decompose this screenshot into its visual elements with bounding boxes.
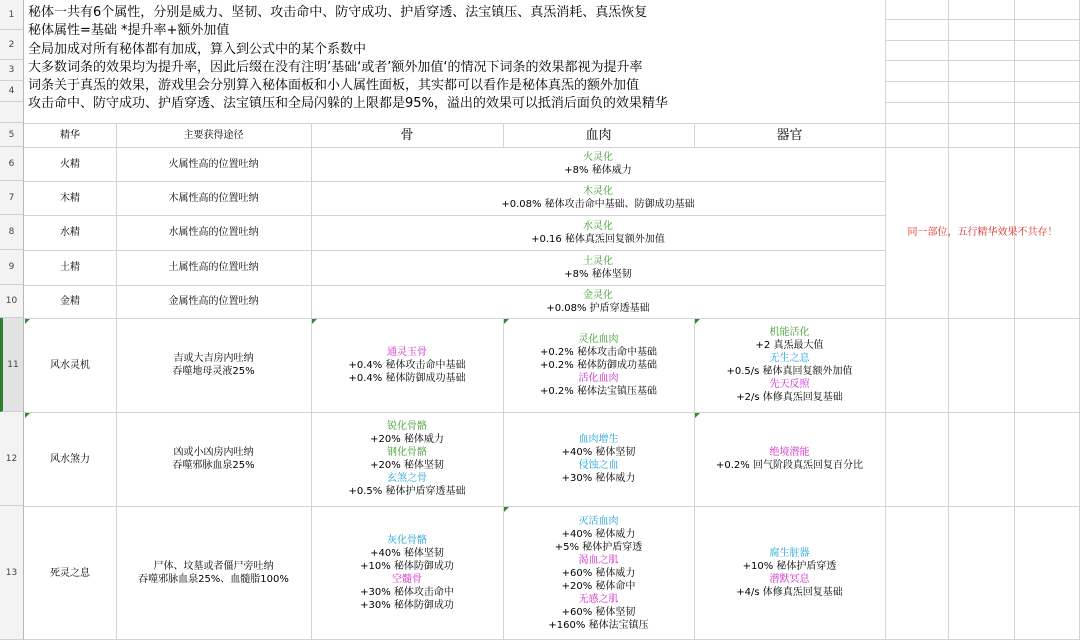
effect-title: 灵化血肉 — [578, 333, 619, 345]
effect-title: 无生之息 — [769, 353, 810, 364]
effect-title: 渴血之肌 — [578, 554, 619, 566]
element-effect — [311, 181, 885, 215]
effect-title: 绝境潜能 — [769, 447, 810, 458]
effect-desc: +4/s 体修真炁回复基础 — [736, 587, 843, 598]
effect-desc: +5% 秘体护盾穿透 — [554, 541, 643, 553]
note-line: 全局加成对所有秘体都有加成，算入到公式中的某个系数中 — [28, 42, 367, 57]
gridline — [1014, 0, 1015, 640]
row-header[interactable]: 3 — [0, 60, 24, 81]
flesh-effects — [503, 412, 694, 506]
effect-title: 水灵化 — [583, 220, 613, 232]
effect-desc: +0.2% 秘体法宝镇压基础 — [540, 385, 657, 397]
note-line: 大多数词条的效果均为提升率，因此后缀在没有注明’基础‘或者’额外加值‘的情况下词条的效果都视为提升率 — [28, 60, 643, 75]
source-text — [116, 318, 311, 412]
comment-indicator[interactable] — [504, 507, 509, 512]
effect-title: 木灵化 — [583, 186, 613, 197]
essence-name: 木精 — [60, 192, 80, 204]
effect-desc: +0.5% 秘体护盾穿透基础 — [348, 486, 466, 497]
comment-indicator[interactable] — [25, 319, 30, 324]
flesh-effects — [503, 318, 694, 412]
essence-name: 风水煞力 — [50, 453, 90, 465]
effect-desc: +20% 秘体命中 — [561, 580, 636, 592]
effect-title: 金灵化 — [583, 289, 613, 301]
effect-desc: +60% 秘体坚韧 — [561, 606, 636, 618]
comment-indicator[interactable] — [695, 413, 700, 418]
effect-desc: +0.5/s 秘体真回复额外加值 — [726, 366, 853, 377]
effect-desc: +30% 秘体攻击命中 — [360, 587, 454, 598]
row-header[interactable] — [0, 102, 24, 123]
effect-desc: +0.08% 护盾穿透基础 — [546, 302, 650, 314]
row-header[interactable]: 1 — [0, 0, 24, 30]
gridline — [885, 60, 1080, 61]
row-header[interactable]: 6 — [0, 147, 24, 181]
effect-desc: +0.08% 秘体攻击命中基础、防御成功基础 — [501, 199, 695, 210]
effect-desc: +0.2% 回气阶段真炁回复百分比 — [716, 460, 863, 471]
effect-title: 土灵化 — [583, 255, 613, 267]
organ-effects — [694, 506, 885, 640]
gridline — [885, 0, 886, 123]
source-text — [116, 506, 311, 640]
gridline — [885, 81, 1080, 82]
effect-desc: +60% 秘体威力 — [561, 567, 636, 579]
essence-name: 火精 — [60, 158, 80, 170]
gridline — [885, 102, 1080, 103]
row-header[interactable]: 8 — [0, 215, 24, 250]
source-line: 吉或大吉房内吐纳 — [173, 353, 254, 364]
source-text: 土属性高的位置吐纳 — [168, 262, 259, 273]
source-line: 吞噬邪脉血泉25% — [172, 460, 255, 471]
effect-desc: +40% 秘体坚韧 — [561, 447, 636, 458]
gridline — [948, 0, 949, 640]
essence-name: 水精 — [60, 227, 80, 238]
element-effect — [311, 215, 885, 250]
essence-name: 土精 — [60, 262, 80, 273]
comment-indicator[interactable] — [25, 413, 30, 418]
effect-desc: +30% 秘体防御成功 — [360, 600, 454, 611]
source-text: 火属性高的位置吐纳 — [168, 158, 259, 170]
note-line: 词条关于真炁的效果，游戏里会分别算入秘体面板和小人属性面板，其实都可以看作是秘体真炁的额外加值 — [28, 78, 640, 93]
effect-title: 机能活化 — [769, 327, 810, 338]
source-line: 尸体、坟墓或者僵尸旁吐纳 — [153, 561, 274, 572]
row-header[interactable]: 10 — [0, 285, 24, 318]
element-effect — [311, 147, 885, 181]
effect-desc: +30% 秘体威力 — [561, 473, 636, 484]
effect-title: 通灵玉骨 — [387, 346, 427, 358]
source-text: 木属性高的位置吐纳 — [168, 192, 259, 204]
header-organ: 器官 — [776, 127, 803, 143]
header-bone: 骨 — [400, 127, 414, 143]
side-note: 同一部位，五行精华效果不共存！ — [907, 227, 1058, 238]
gridline — [885, 19, 1080, 20]
bone-effects — [311, 412, 503, 506]
effect-title: 先天反照 — [769, 379, 810, 390]
effect-desc: +40% 秘体威力 — [561, 528, 636, 540]
note-line: 秘体属性=基础 *提升率+额外加值 — [28, 23, 230, 38]
effect-desc: +10% 秘体护盾穿透 — [742, 561, 837, 572]
row-header[interactable]: 4 — [0, 81, 24, 102]
effect-desc: +8% 秘体威力 — [564, 165, 632, 176]
effect-title: 无感之肌 — [578, 593, 619, 605]
source-line: 吞噬地母灵液25% — [172, 366, 255, 377]
row-header[interactable]: 13 — [0, 506, 24, 640]
bone-effects — [311, 318, 503, 412]
comment-indicator[interactable] — [504, 319, 509, 324]
header-source: 主要获得途径 — [183, 129, 244, 141]
row-header[interactable]: 12 — [0, 412, 24, 506]
essence-name: 死灵之息 — [50, 567, 90, 579]
effect-desc: +20% 秘体威力 — [370, 434, 444, 445]
row-header[interactable]: 5 — [0, 123, 24, 147]
flesh-effects — [503, 506, 694, 640]
effect-title: 空髓骨 — [392, 574, 422, 585]
effect-desc: +10% 秘体防御成功 — [360, 561, 454, 572]
effect-title: 腐生脏器 — [769, 548, 810, 559]
organ-effects — [694, 318, 885, 412]
gridline — [885, 40, 1080, 41]
row-header[interactable]: 7 — [0, 181, 24, 215]
header-flesh: 血肉 — [585, 127, 612, 143]
comment-indicator[interactable] — [695, 319, 700, 324]
effect-title: 侵蚀之血 — [578, 460, 619, 471]
source-text: 水属性高的位置吐纳 — [168, 227, 259, 238]
effect-title: 潜默冥息 — [769, 574, 810, 585]
effect-desc: +2 真炁最大值 — [755, 340, 824, 351]
source-line: 吞噬邪脉血泉25%、血髓脂100% — [138, 574, 289, 585]
effect-desc: +40% 秘体坚韧 — [370, 548, 444, 559]
effect-desc: +0.16 秘体真炁回复额外加值 — [531, 233, 665, 245]
source-text: 金属性高的位置吐纳 — [168, 296, 259, 307]
effect-desc: +160% 秘体法宝镇压 — [548, 619, 649, 631]
source-text — [116, 412, 311, 506]
bone-effects — [311, 506, 503, 640]
essence-name: 金精 — [60, 296, 80, 307]
effect-title: 火灵化 — [583, 152, 613, 163]
note-line: 秘体一共有6个属性，分别是威力、坚韧、攻击命中、防守成功、护盾穿透、法宝镇压、真炁消耗、真炁恢复 — [28, 5, 648, 20]
effect-desc: +2/s 体修真炁回复基础 — [736, 392, 843, 403]
effect-title: 锐化骨骼 — [387, 421, 427, 432]
header-essence: 精华 — [60, 129, 80, 141]
essence-name: 风水灵机 — [50, 359, 90, 371]
element-effect — [311, 285, 885, 318]
effect-desc: +0.4% 秘体攻击命中基础 — [348, 359, 466, 371]
row-header[interactable]: 9 — [0, 250, 24, 285]
comment-indicator[interactable] — [312, 319, 317, 324]
effect-desc: +0.2% 秘体防御成功基础 — [540, 359, 657, 371]
effect-desc: +0.4% 秘体防御成功基础 — [348, 372, 466, 384]
effect-desc: +8% 秘体坚韧 — [564, 268, 632, 280]
note-line: 攻击命中、防守成功、护盾穿透、法宝镇压和全局闪躲的上限都是95%，溢出的效果可以抵消后面负的效果精华 — [28, 96, 668, 111]
effect-desc: +20% 秘体坚韧 — [370, 460, 444, 471]
organ-effects — [694, 412, 885, 506]
element-effect — [311, 250, 885, 285]
effect-title: 灰化骨骼 — [387, 535, 427, 546]
row-header[interactable]: 11 — [0, 318, 24, 412]
effect-title: 活化血肉 — [578, 372, 619, 384]
effect-title: 血肉增生 — [578, 434, 619, 445]
row-header[interactable]: 2 — [0, 30, 24, 60]
effect-title: 钢化骨骼 — [387, 447, 427, 458]
effect-title: 灭活血肉 — [578, 515, 619, 527]
effect-title: 玄煞之骨 — [387, 473, 427, 484]
source-line: 凶或小凶房内吐纳 — [173, 447, 254, 458]
effect-desc: +0.2% 秘体攻击命中基础 — [540, 346, 657, 358]
